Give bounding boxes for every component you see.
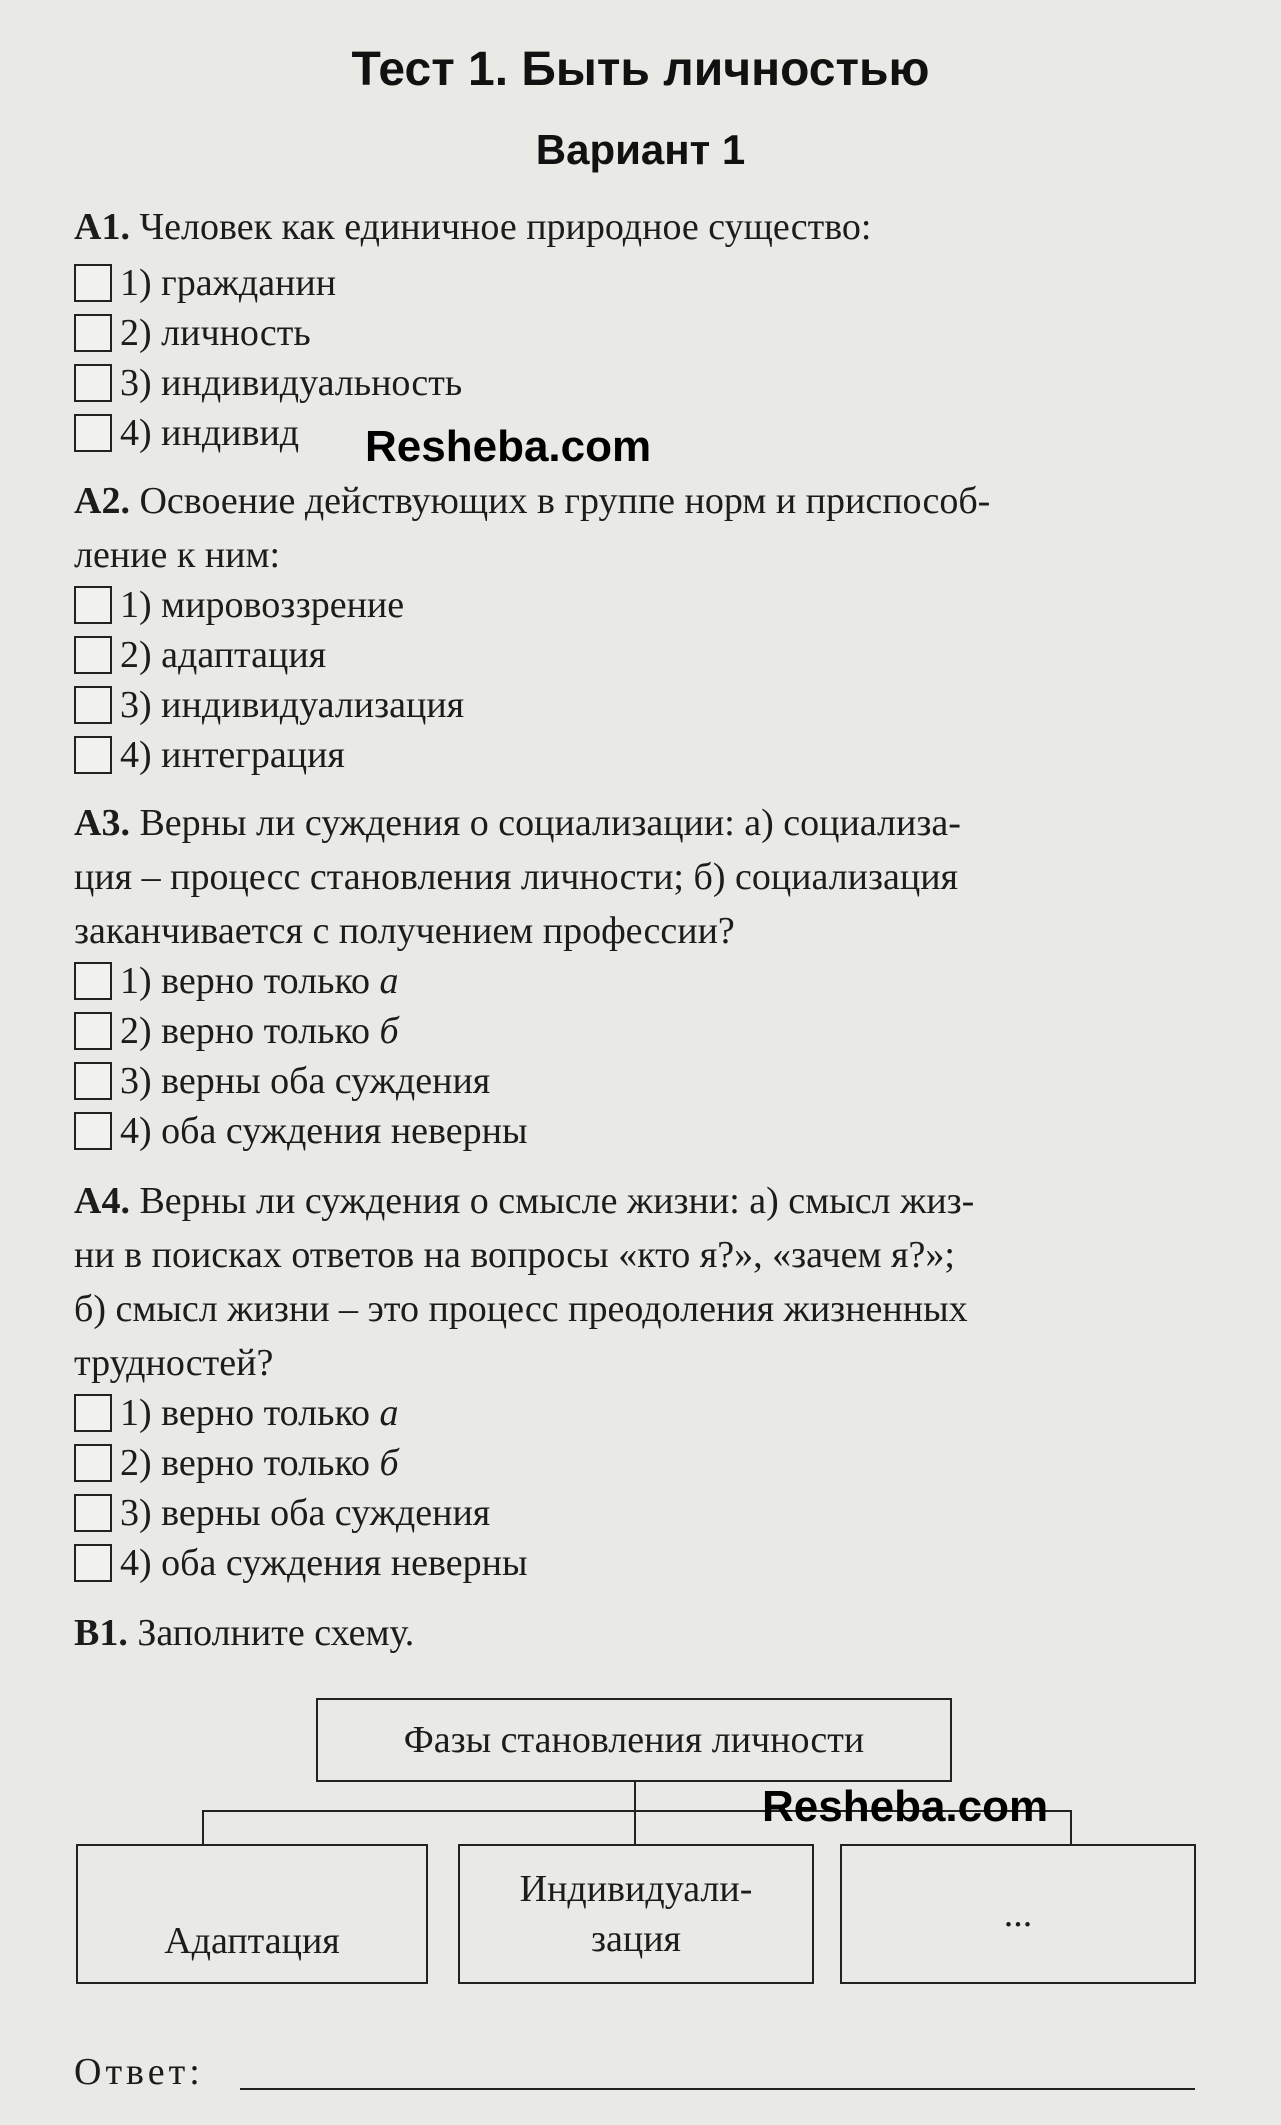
- connector-line: [1070, 1810, 1072, 1844]
- connector-line: [634, 1810, 636, 1844]
- scheme-box-individualization: [458, 1844, 814, 1984]
- checkbox[interactable]: [74, 962, 112, 1000]
- question-a1: [74, 200, 1194, 254]
- scheme-box-empty[interactable]: [840, 1844, 1196, 1984]
- scheme-top-box: [316, 1698, 952, 1782]
- question-number: А1.: [74, 206, 130, 248]
- question-a3: [74, 796, 1194, 958]
- scheme-middle-line-2: зация: [590, 1918, 682, 1960]
- a3-option-1[interactable]: [74, 956, 399, 1006]
- checkbox[interactable]: [74, 636, 112, 674]
- question-number: А2.: [74, 480, 130, 522]
- watermark-logo: Resheba.com: [762, 1782, 1049, 1831]
- question-number: А3.: [74, 802, 130, 844]
- question-text: Заполните схему.: [137, 1612, 415, 1654]
- option-label: 4) оба суждения неверны: [120, 1542, 528, 1584]
- a3-option-2[interactable]: [74, 1006, 399, 1056]
- scheme-left-label: Адаптация: [164, 1920, 340, 1962]
- checkbox[interactable]: [74, 264, 112, 302]
- a2-option-1[interactable]: [74, 580, 404, 630]
- question-text-line-1: Верны ли суждения о смысле жизни: а) смысл жиз-: [139, 1180, 975, 1222]
- option-label: 4) интеграция: [120, 734, 345, 776]
- question-text-line-1: Верны ли суждения о социализации: а) социализа-: [139, 802, 961, 844]
- test-title: Тест 1. Быть личностью: [351, 43, 930, 96]
- question-number: А4.: [74, 1180, 130, 1222]
- answer-input-line[interactable]: [240, 2088, 1195, 2090]
- checkbox[interactable]: [74, 364, 112, 402]
- checkbox[interactable]: [74, 736, 112, 774]
- option-label: 1) верно только а: [120, 960, 399, 1002]
- option-label: 2) верно только б: [120, 1010, 399, 1052]
- question-text-line-2: ция – процесс становления личности; б) социализация: [74, 856, 959, 898]
- question-number: В1.: [74, 1612, 128, 1654]
- a4-option-2[interactable]: [74, 1438, 399, 1488]
- question-text-line-3: заканчивается с получением профессии?: [74, 910, 735, 952]
- variant-title: Вариант 1: [535, 126, 746, 173]
- answer-label: Ответ:: [74, 2051, 204, 2093]
- connector-line: [202, 1810, 204, 1844]
- option-label: 2) верно только б: [120, 1442, 399, 1484]
- option-label: 1) гражданин: [120, 262, 337, 304]
- checkbox[interactable]: [74, 314, 112, 352]
- question-text-line-4: трудностей?: [74, 1342, 274, 1384]
- checkbox[interactable]: [74, 586, 112, 624]
- question-text-line-3: б) смысл жизни – это процесс преодоления жизненных: [74, 1288, 968, 1330]
- option-label: 2) адаптация: [120, 634, 327, 676]
- a3-option-4[interactable]: [74, 1106, 527, 1156]
- scheme-right-label: ...: [1003, 1893, 1033, 1935]
- option-label: 1) верно только а: [120, 1392, 399, 1434]
- a2-option-2[interactable]: [74, 630, 326, 680]
- scheme-middle-line-1: Индивидуали-: [519, 1868, 753, 1910]
- a1-option-3[interactable]: [74, 358, 462, 408]
- question-text-line-1: Освоение действующих в группе норм и приспособ-: [139, 480, 991, 522]
- question-text: Человек как единичное природное существо:: [139, 206, 872, 248]
- option-label: 3) индивидуальность: [120, 362, 463, 404]
- question-a4: [74, 1174, 1194, 1390]
- a1-option-2[interactable]: [74, 308, 311, 358]
- checkbox[interactable]: [74, 1494, 112, 1532]
- option-label: 4) оба суждения неверны: [120, 1110, 528, 1152]
- a1-option-4[interactable]: [74, 408, 299, 458]
- checkbox[interactable]: [74, 1112, 112, 1150]
- question-b1: [74, 1606, 1194, 1660]
- scheme-top-label: Фазы становления личности: [403, 1719, 865, 1761]
- option-label: 4) индивид: [120, 412, 300, 454]
- option-label: 1) мировоззрение: [120, 584, 405, 626]
- checkbox[interactable]: [74, 1394, 112, 1432]
- checkbox[interactable]: [74, 1544, 112, 1582]
- option-label: 2) личность: [120, 312, 311, 354]
- option-label: 3) верны оба суждения: [120, 1060, 491, 1102]
- a1-option-1[interactable]: [74, 258, 336, 308]
- checkbox[interactable]: [74, 1012, 112, 1050]
- option-label: 3) верны оба суждения: [120, 1492, 491, 1534]
- a2-option-3[interactable]: [74, 680, 464, 730]
- a3-option-3[interactable]: [74, 1056, 490, 1106]
- checkbox[interactable]: [74, 414, 112, 452]
- question-text-line-2: ление к ним:: [74, 534, 281, 576]
- a4-option-1[interactable]: [74, 1388, 399, 1438]
- checkbox[interactable]: [74, 686, 112, 724]
- a4-option-3[interactable]: [74, 1488, 490, 1538]
- a4-option-4[interactable]: [74, 1538, 527, 1588]
- checkbox[interactable]: [74, 1062, 112, 1100]
- watermark-logo: Resheba.com: [365, 422, 652, 471]
- question-text-line-2: ни в поисках ответов на вопросы «кто я?», «зачем я?»;: [74, 1234, 955, 1276]
- a2-option-4[interactable]: [74, 730, 345, 780]
- question-a2: [74, 474, 1194, 582]
- scheme-box-adaptation: [76, 1844, 428, 1984]
- option-label: 3) индивидуализация: [120, 684, 465, 726]
- checkbox[interactable]: [74, 1444, 112, 1482]
- connector-line: [634, 1782, 636, 1810]
